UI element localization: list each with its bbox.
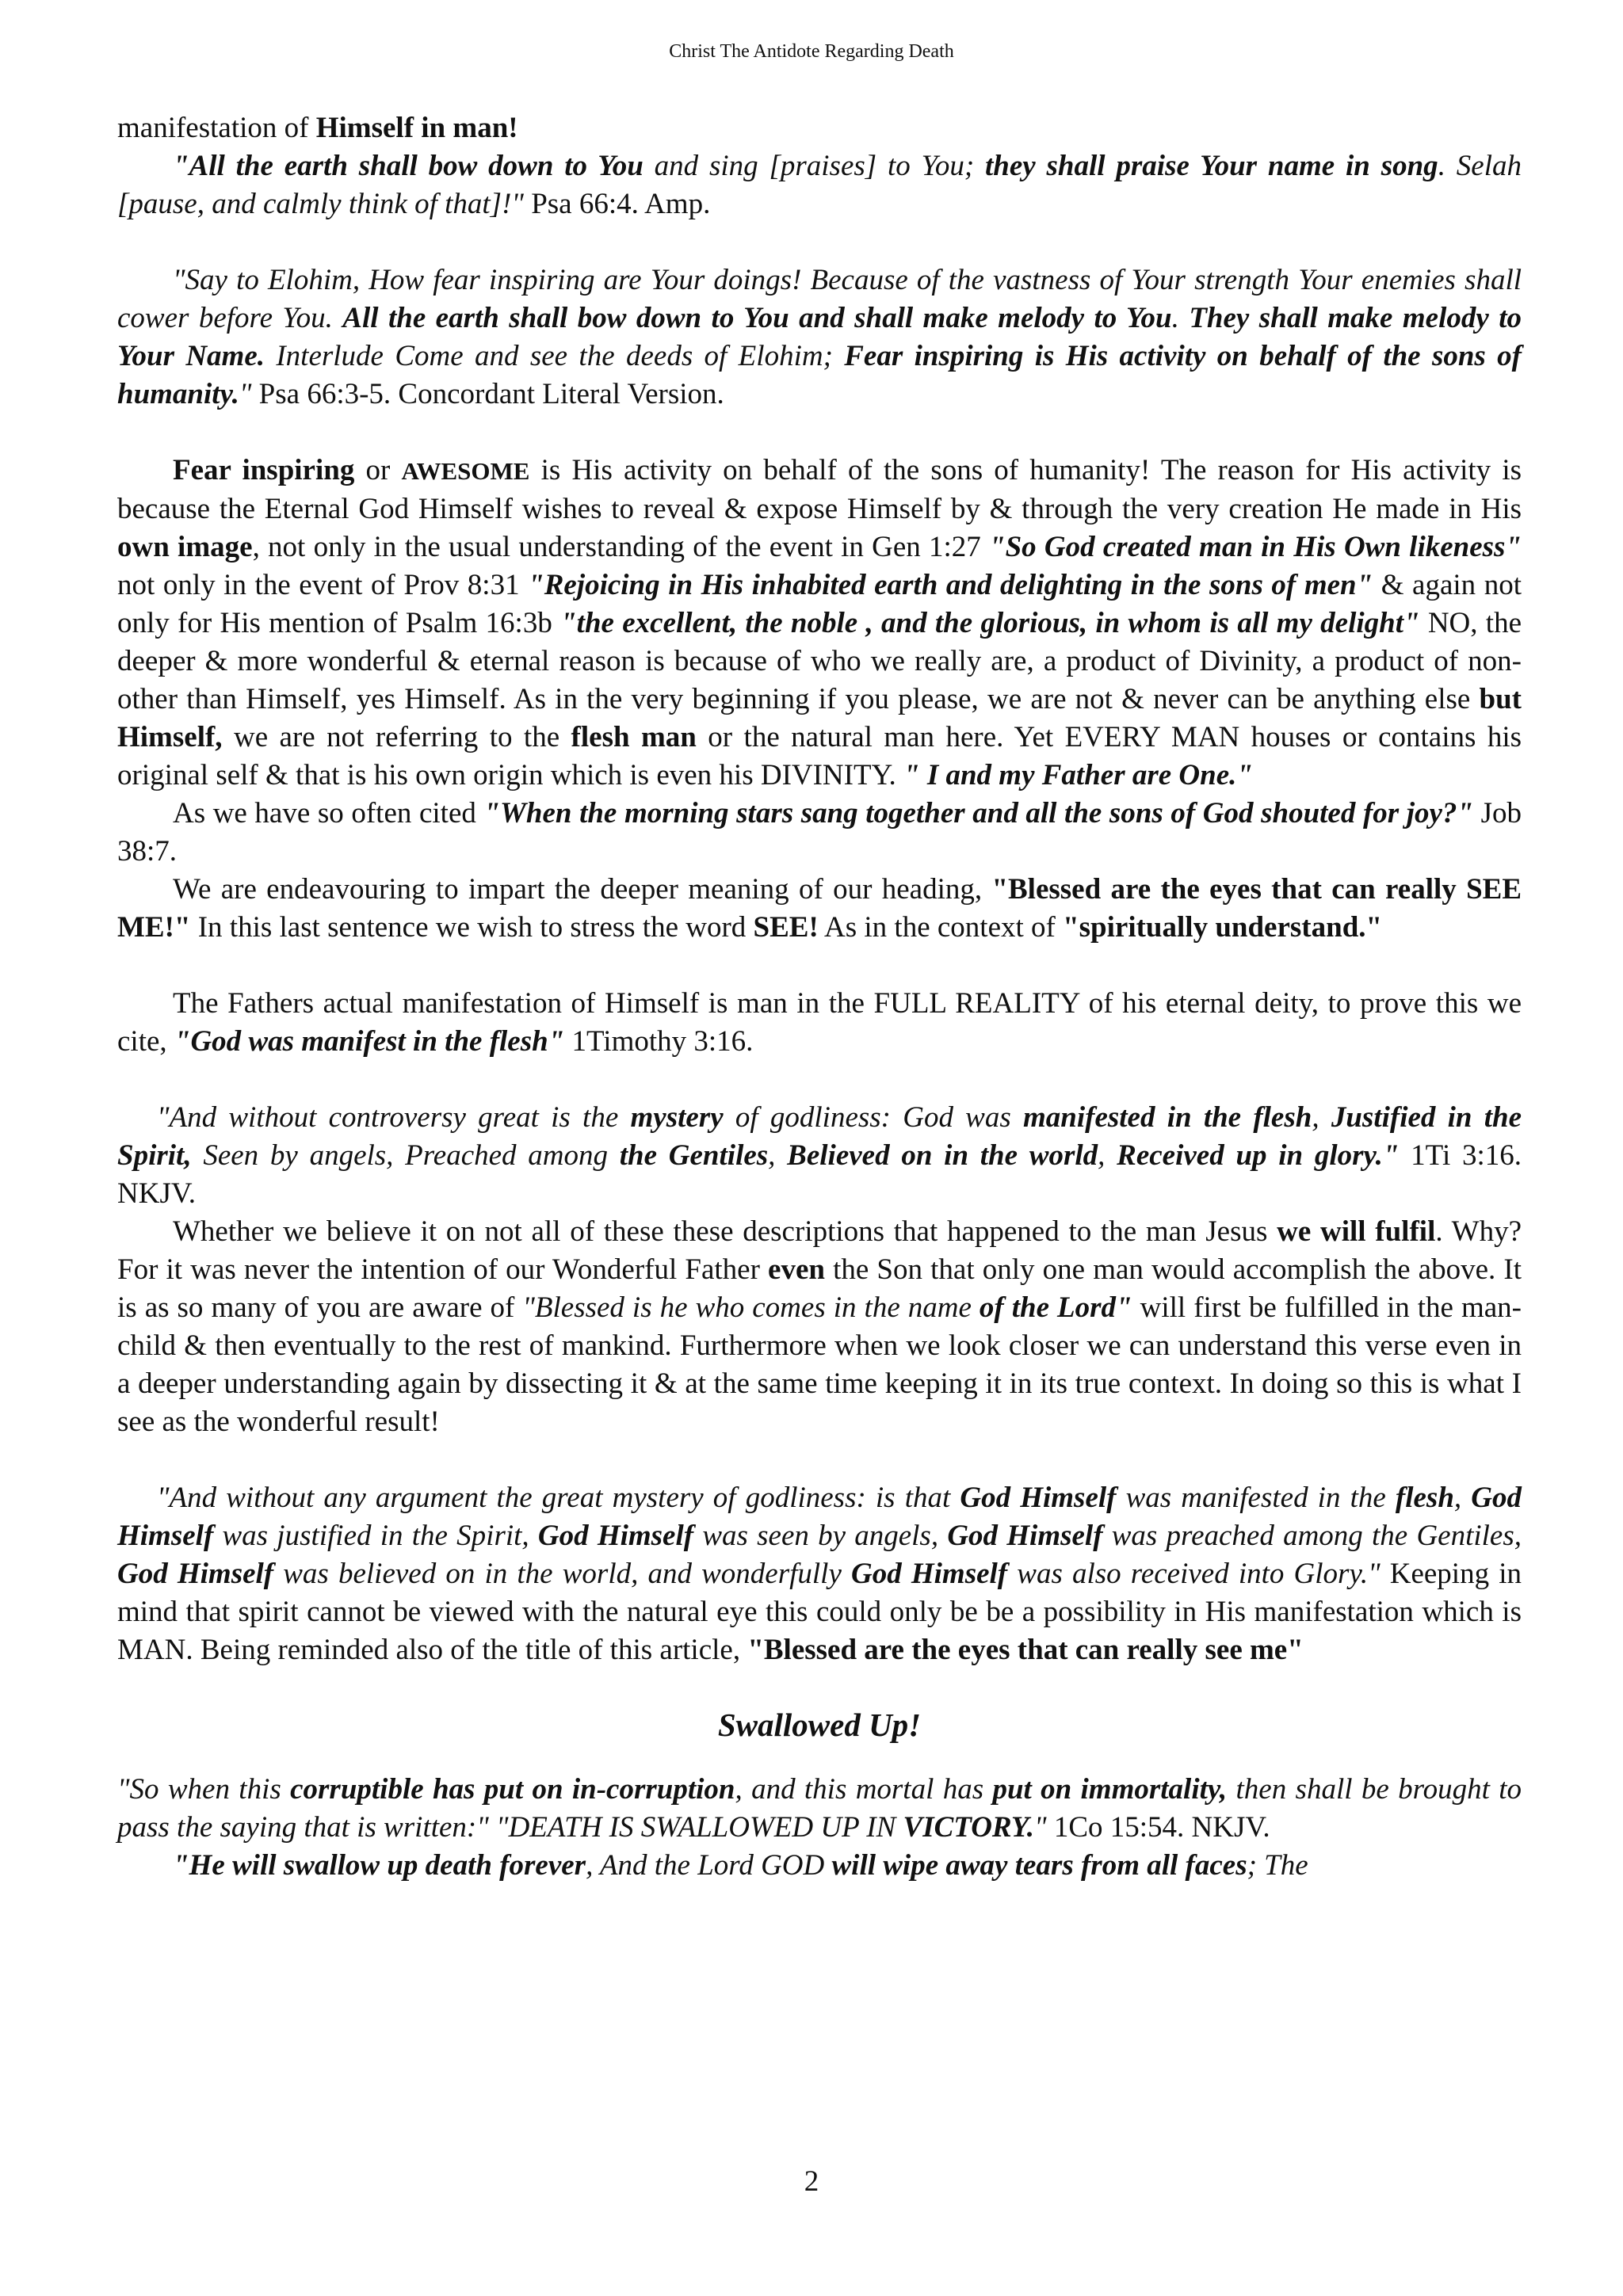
text-run: was believed on in the world, and wonderfully [273,1558,852,1590]
text-run: , [1098,1139,1117,1172]
text-run: was preached among the Gentiles, [1102,1520,1522,1552]
text-run: They shall make melody to Your Name. [117,302,1522,372]
text-run: own image [117,531,253,563]
text-run: manifested in the flesh [1023,1101,1312,1134]
text-run: Job 38:7. [117,797,1522,868]
text-run: & again not only for His mention of Psalm 16:3b [117,569,1522,639]
scripture-quote [117,1479,1522,1669]
text-run: SEE! [753,911,819,944]
text-run: VICTORY. [903,1811,1035,1844]
scripture-quote [117,1847,1522,1885]
text-run: Justified in the Spirit, [117,1101,1522,1172]
text-run: not only in the event of Prov 8:31 [117,569,529,601]
text-run: God Himself [537,1520,694,1552]
text-run: , And the Lord GOD [586,1849,832,1882]
text-run: , and this mortal has [735,1773,993,1806]
text-run: "God was manifest in the flesh" [174,1025,565,1058]
text-run: All the earth shall bow down to You and shall make melody to You [342,302,1172,334]
text-run: or [354,454,402,486]
text-run: "So God created man in His Own likeness" [989,531,1522,563]
text-run: "So when this [117,1773,291,1806]
text-run: In this last sentence we wish to stress the word [190,911,754,944]
text-run: 1Timothy 3:16. [564,1025,754,1058]
text-run: we are not referring to the [222,721,571,753]
paragraph [117,871,1522,947]
text-run: put on immortality, [992,1773,1228,1806]
text-run: "Rejoicing in His inhabited earth and delighting in the sons of men" [528,569,1373,601]
text-run: Fear inspiring [173,454,355,486]
text-run: "When the morning stars sang together and all the sons of God shouted for joy?" [483,797,1473,830]
text-run: Interlude Come and see the deeds of Elohim; [265,340,845,372]
text-run: , not only in the usual understanding of the event in Gen 1:27 [252,531,990,563]
text-run: The Fathers actual manifestation of Himself is man in the FULL REALITY of his eternal deity, to prove this we cite, [117,987,1522,1058]
text-run: . Why? For it was never the intention of our Wonderful Father [117,1215,1522,1286]
text-run: AWESOME [401,457,530,485]
text-run: "Blessed are the eyes that can really SEE ME!" [117,873,1522,944]
running-header: Christ The Antidote Regarding Death [669,41,954,62]
text-run: or the natural man here. Yet EVERY MAN houses or contains his original self & that is his own origin which is even his DIVINITY. [117,721,1522,791]
text-run: the Gentiles [619,1139,769,1172]
text-run: God Himself [947,1520,1103,1552]
scripture-quote [117,147,1522,223]
scripture-quote [117,1771,1522,1847]
text-run: God Himself [960,1482,1117,1514]
text-run: then shall be brought to pass the saying that is written:" "DEATH IS SWALLOWED UP IN [117,1773,1522,1844]
text-run: "spiritually understand." [1063,911,1383,944]
text-run: ; The [1247,1849,1308,1882]
text-run: was seen by angels, [693,1520,948,1552]
paragraph [117,452,1522,795]
text-run: 1Ti 3:16. NKJV. [117,1139,1522,1210]
text-run: is His activity on behalf of the sons of humanity! The reason for His activity is because the Eternal God Himself wishes to reveal & expose Himself by & through the very creation He made in His [117,454,1522,525]
text-run: Psa 66:4. Amp. [523,188,711,220]
text-run: but Himself, [117,683,1522,753]
text-run: God Himself [117,1482,1522,1552]
text-run: , [1312,1101,1331,1134]
text-run: We are endeavouring to impart the deeper meaning of our heading, [173,873,992,906]
text-run: manifestation of [117,112,316,144]
text-run: corruptible has put on in-corruption [290,1773,735,1806]
text-run: even [768,1253,825,1286]
text-run: Fear inspiring is His activity on behalf of the sons of humanity. [117,340,1522,410]
text-run: . [1171,302,1190,334]
text-run: " [239,378,252,410]
text-run: "the excellent, the noble , and the glorious, in whom is all my delight" [560,607,1420,639]
text-run: and sing [praises] to You; [643,150,985,182]
text-run: the Son that only one man would accomplish the above. It is as so many of you are aware of [117,1253,1522,1324]
text-run: was manifested in the [1116,1482,1396,1514]
text-run: flesh man [571,721,697,753]
text-run: "He will swallow up death forever [173,1849,586,1882]
section-heading: Swallowed Up! [717,1707,922,1743]
text-run: , [768,1139,788,1172]
text-run: was also received into Glory." [1007,1558,1381,1590]
text-run: " [1034,1811,1047,1844]
text-run: God Himself [117,1558,274,1590]
text-run: was justified in the Spirit, [213,1520,538,1552]
paragraph [117,795,1522,871]
text-run: Whether we believe it on not all of these these descriptions that happened to the man Jesus [173,1215,1277,1248]
text-run: Seen by angels, Preached among [191,1139,620,1172]
scripture-quote [117,1099,1522,1213]
text-run: Keeping in mind that spirit cannot be viewed with the natural eye this could only be be a possibility in His manifestation which is MAN. Being reminded also of the title of this article, [117,1558,1522,1666]
text-run: Received up in glory." [1117,1139,1400,1172]
text-run: NO, the deeper & more wonderful & eternal reason is because of who we really are, a product of Divinity, a product of non-other than Himself, yes Himself. As in the very beginning if you please, we are not & never can be anything else [117,607,1522,715]
text-run: As in the context of [818,911,1064,944]
text-run: of the Lord" [979,1291,1132,1324]
text-run: Psa 66:3-5. Concordant Literal Version. [251,378,724,410]
text-run: "And without controversy great is the [157,1101,631,1134]
text-run: will first be fulfilled in the man-child & then eventually to the rest of mankind. Furthermore when we look closer we can understand this verse even in a deeper understanding again by dissecting it & at the same time keeping it in its true context. In doing so this is what I see as the wonderful result! [117,1291,1522,1438]
text-run: "Blessed is he who comes in the name [522,1291,980,1324]
text-run: "All the earth shall bow down to You [173,150,643,182]
text-run: they shall praise Your name in song [984,150,1438,182]
text-run: "Blessed are the eyes that can really see me" [747,1634,1304,1666]
text-run: "Say to Elohim, How fear inspiring are Your doings! Because of the vastness of Your strength Your enemies shall cower before You. [117,264,1522,334]
text-run: of godliness: God was [723,1101,1023,1134]
text-run: we will fulfil [1277,1215,1436,1248]
text-run: God Himself [851,1558,1008,1590]
page-number: 2 [804,2165,819,2198]
paragraph [117,109,1522,147]
text-run: flesh [1395,1482,1454,1514]
text-run: "And without any argument the great mystery of godliness: is that [157,1482,960,1514]
text-run: Believed on in the world [787,1139,1098,1172]
document-body [117,109,1522,1885]
text-run: 1Co 15:54. NKJV. [1046,1811,1270,1844]
text-run: . Selah [pause, and calmly think of that]!" [117,150,1522,220]
text-run: , [1453,1482,1472,1514]
text-run: will wipe away tears from all faces [831,1849,1247,1882]
paragraph [117,1213,1522,1441]
paragraph [117,985,1522,1061]
scripture-quote [117,261,1522,414]
text-run: " I and my Father are One." [903,759,1253,791]
text-run: mystery [630,1101,724,1134]
text-run: As we have so often cited [173,797,484,830]
text-run: Himself in man! [315,112,518,144]
